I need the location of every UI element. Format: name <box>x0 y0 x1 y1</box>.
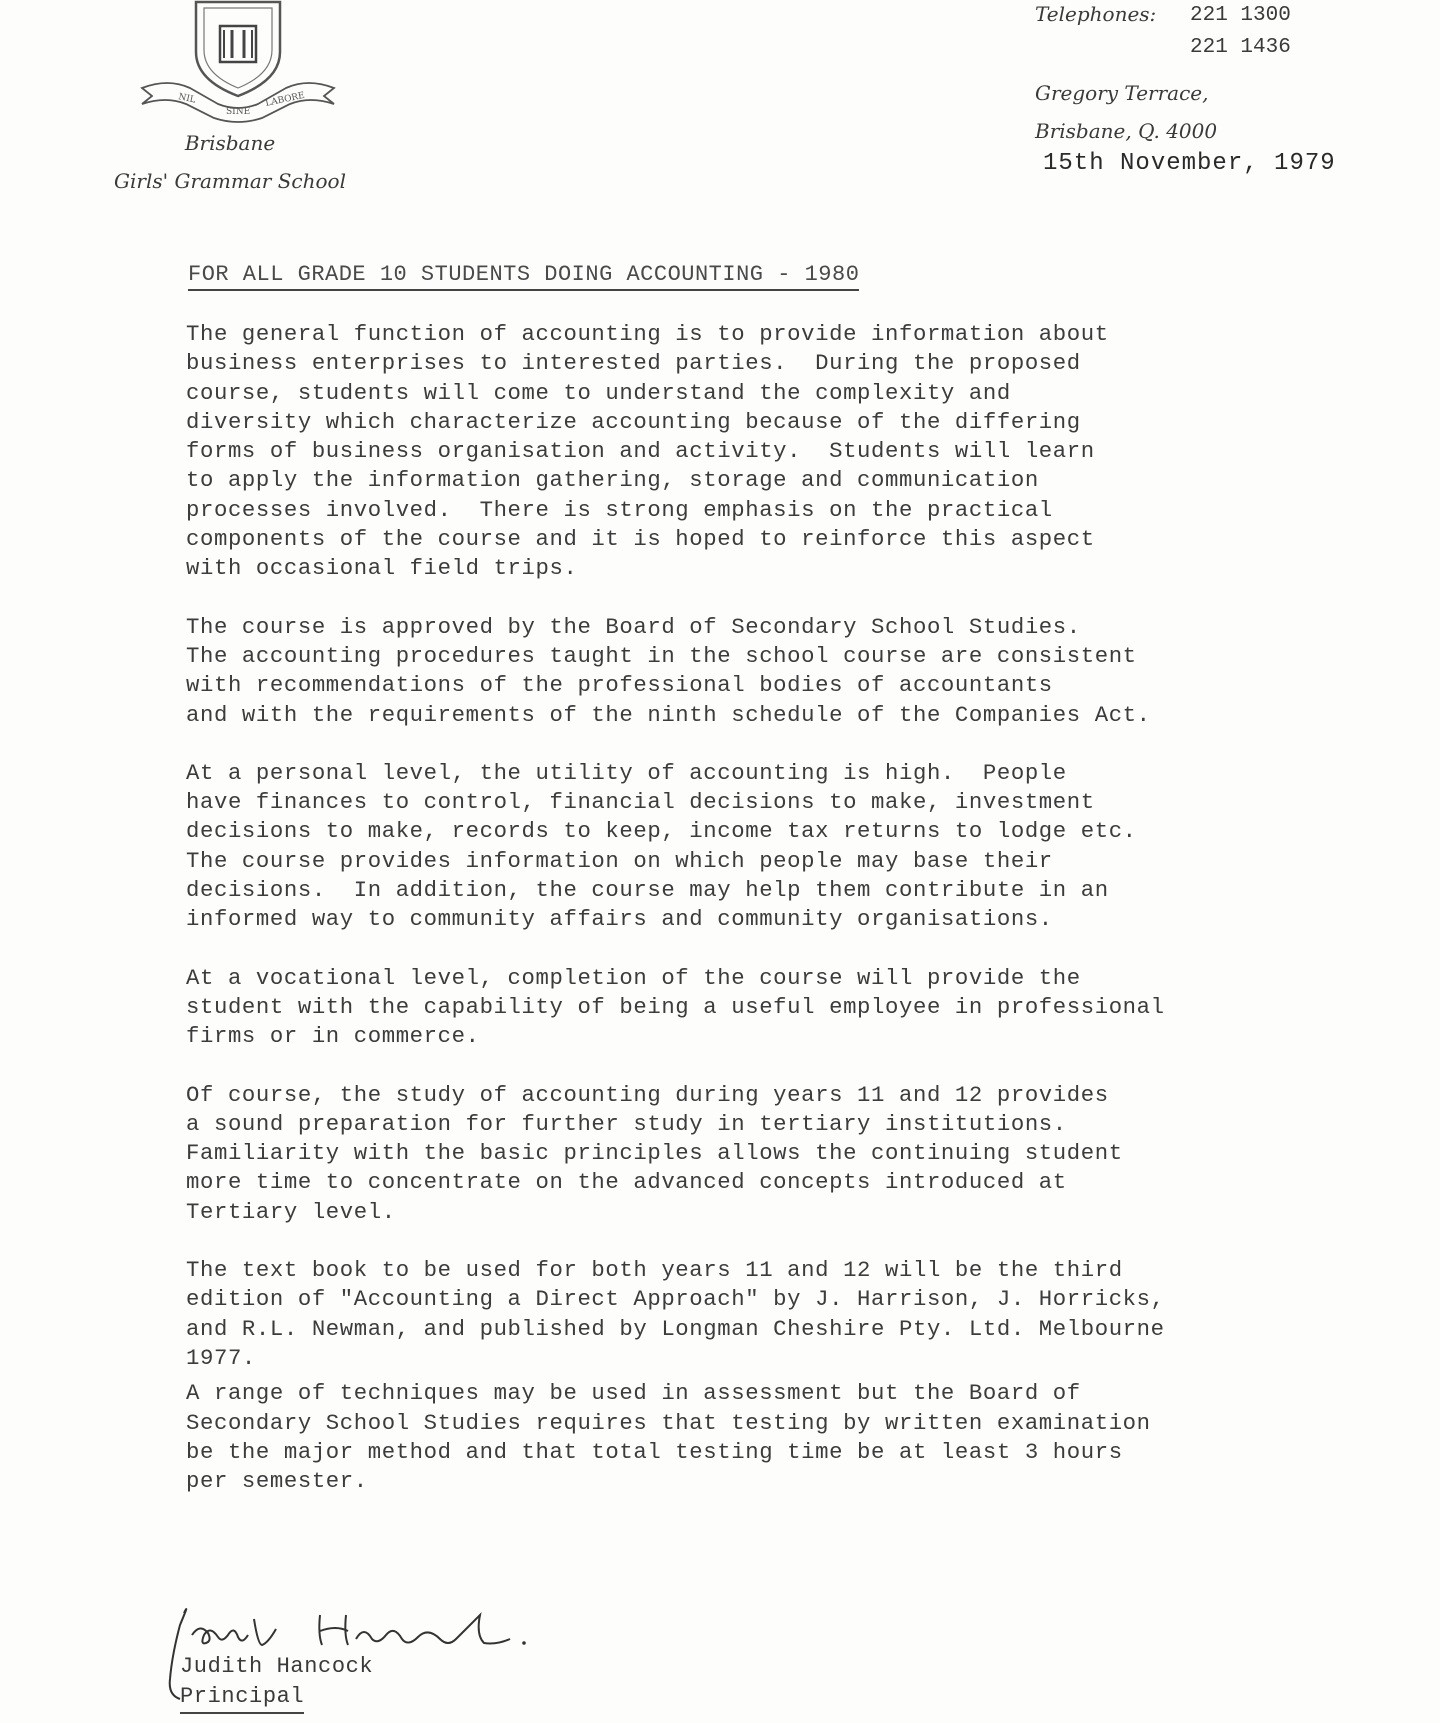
telephones-label: Telephones: <box>1035 2 1157 26</box>
paragraph-tertiary-preparation: Of course, the study of accounting during years 11 and 12 provides a sound preparation for further study in tertiary institutions. Familiarity with the basic principles allows the continuing student more time to concentrate on the advanced concepts introduced at Tertiary level. <box>186 1081 1123 1225</box>
letter-title: FOR ALL GRADE 10 STUDENTS DOING ACCOUNTING - 1980 <box>188 262 859 291</box>
letter-body <box>186 320 1326 1525</box>
address-line-2: Brisbane, Q. 4000 <box>1035 119 1218 143</box>
telephone-number-1: 221 1300 <box>1190 4 1291 27</box>
svg-text:LABORE: LABORE <box>264 90 306 109</box>
school-name-line1: Brisbane <box>184 131 276 155</box>
telephone-row <box>1035 2 1415 34</box>
telephone-row-2 <box>1035 34 1415 66</box>
signer-role: Principal <box>180 1682 304 1714</box>
letter-date: 15th November, 1979 <box>1043 150 1336 177</box>
signer-name: Judith Hancock <box>180 1654 374 1679</box>
signer-block <box>180 1652 373 1714</box>
contact-block <box>1035 2 1415 177</box>
svg-text:SINE: SINE <box>226 107 251 117</box>
paragraph-personal-level: At a personal level, the utility of accounting is high. People have finances to control, financial decisions to make, investment decisions to make, records to keep, income tax returns to lodge etc. The course provides information on which people may base their decisions. In addition, the course may help them contribute in an informed way to community affairs and community organisations. <box>186 759 1137 933</box>
paragraph-board-approval: The course is approved by the Board of Secondary School Studies. The accounting procedures taught in the school course are consistent with recommendations of the professional bodies of accountants and with the requirements of the ninth schedule of the Companies Act. <box>186 613 1151 728</box>
school-name-line2: Girls' Grammar School <box>114 169 346 193</box>
paragraph-assessment: A range of techniques may be used in assessment but the Board of Secondary School Studies requires that testing by written examination be the major method and that total testing time be at least 3 hours per semester. <box>186 1380 1151 1495</box>
school-name <box>60 124 400 200</box>
paragraph-general-function: The general function of accounting is to provide information about business enterprises to interested parties. During the proposed course, students will come to understand the complexity and diversity which characterize accounting because of the differing forms of business organisation and activity. Students will learn to apply the information gathering, storage and communication processes involved. There is strong emphasis on the practical components of the course and it is hoped to reinforce this aspect with occasional field trips. <box>186 321 1109 582</box>
paragraph-vocational-level: At a vocational level, completion of the course will provide the student with the capability of being a useful employee in professional firms or in commerce. <box>186 964 1165 1050</box>
paragraph-text-book: The text book to be used for both years 11 and 12 will be the third edition of "Accounting a Direct Approach" by J. Harrison, J. Horricks, and R.L. Newman, and published by Longman Cheshire Pty. Ltd. Melbourne 1977. <box>186 1257 1165 1371</box>
address-block <box>1035 74 1217 150</box>
address-line-1: Gregory Terrace, <box>1035 81 1209 105</box>
telephone-number-2: 221 1436 <box>1190 36 1291 59</box>
svg-text:NIL: NIL <box>177 92 197 106</box>
school-crest-icon <box>138 0 348 125</box>
